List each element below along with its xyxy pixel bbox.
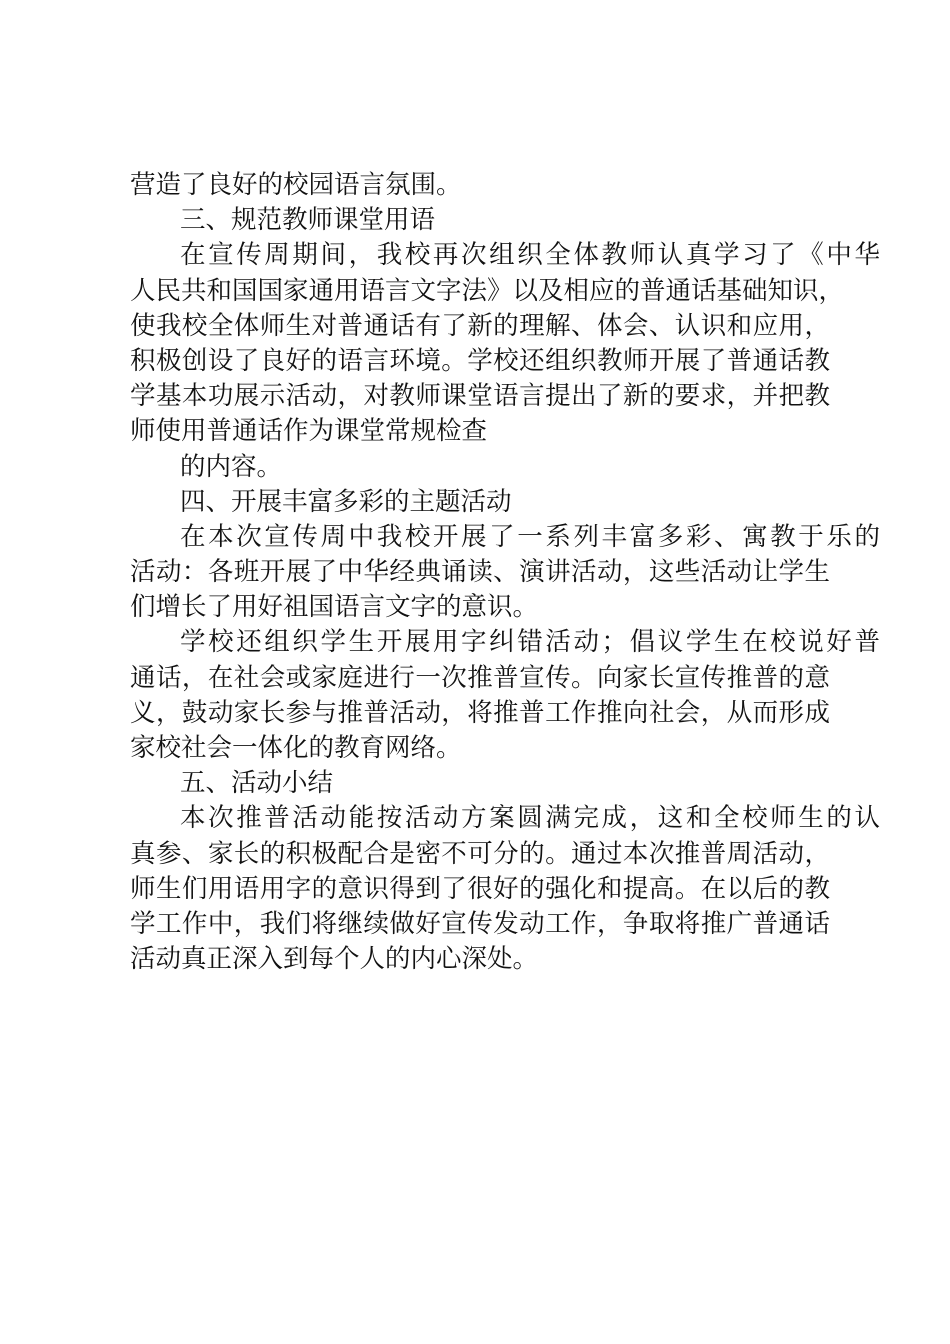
paragraph-line: 积极创设了良好的语言环境。学校还组织教师开展了普通话教 [130, 345, 830, 376]
section-heading: 五、活动小结 [180, 768, 334, 799]
section-heading: 三、规范教师课堂用语 [180, 205, 436, 236]
paragraph-line: 学工作中，我们将继续做好宣传发动工作，争取将推广普通话 [130, 908, 830, 939]
paragraph-line: 营造了良好的校园语言氛围。 [130, 170, 462, 200]
paragraph-line: 使我校全体师生对普通话有了新的理解、体会、认识和应用， [130, 310, 830, 341]
paragraph-line: 家校社会一体化的教育网络。 [130, 733, 462, 763]
paragraph-line: 学校还组织学生开展用字纠错活动；倡议学生在校说好普 [180, 627, 880, 658]
section-heading: 四、开展丰富多彩的主题活动 [180, 486, 512, 517]
paragraph-line: 活动真正深入到每个人的内心深处。 [130, 944, 539, 975]
paragraph-line: 学基本功展示活动，对教师课堂语言提出了新的要求，并把教 [130, 381, 830, 412]
paragraph-line: 本次推普活动能按活动方案圆满完成，这和全校师生的认 [180, 803, 880, 834]
paragraph-line: 师使用普通话作为课堂常规检查 [130, 416, 488, 447]
paragraph-line: 们增长了用好祖国语言文字的意识。 [130, 592, 539, 623]
paragraph-line: 活动：各班开展了中华经典诵读、演讲活动，这些活动让学生 [130, 557, 830, 588]
paragraph-line: 通话，在社会或家庭进行一次推普宣传。向家长宣传推普的意 [130, 662, 830, 693]
paragraph-line: 的内容。 [180, 451, 283, 482]
paragraph-line: 真参、家长的积极配合是密不可分的。通过本次推普周活动， [130, 838, 830, 869]
paragraph-line: 在本次宣传周中我校开展了一系列丰富多彩、寓教于乐的 [180, 521, 880, 552]
paragraph-line: 师生们用语用字的意识得到了很好的强化和提高。在以后的教 [130, 873, 830, 904]
paragraph-line: 人民共和国国家通用语言文字法》以及相应的普通话基础知识， [130, 275, 845, 306]
paragraph-line: 义，鼓动家长参与推普活动，将推普工作推向社会，从而形成 [130, 697, 830, 728]
paragraph-line: 在宣传周期间，我校再次组织全体教师认真学习了《中华 [180, 240, 880, 271]
document-body [130, 168, 880, 977]
